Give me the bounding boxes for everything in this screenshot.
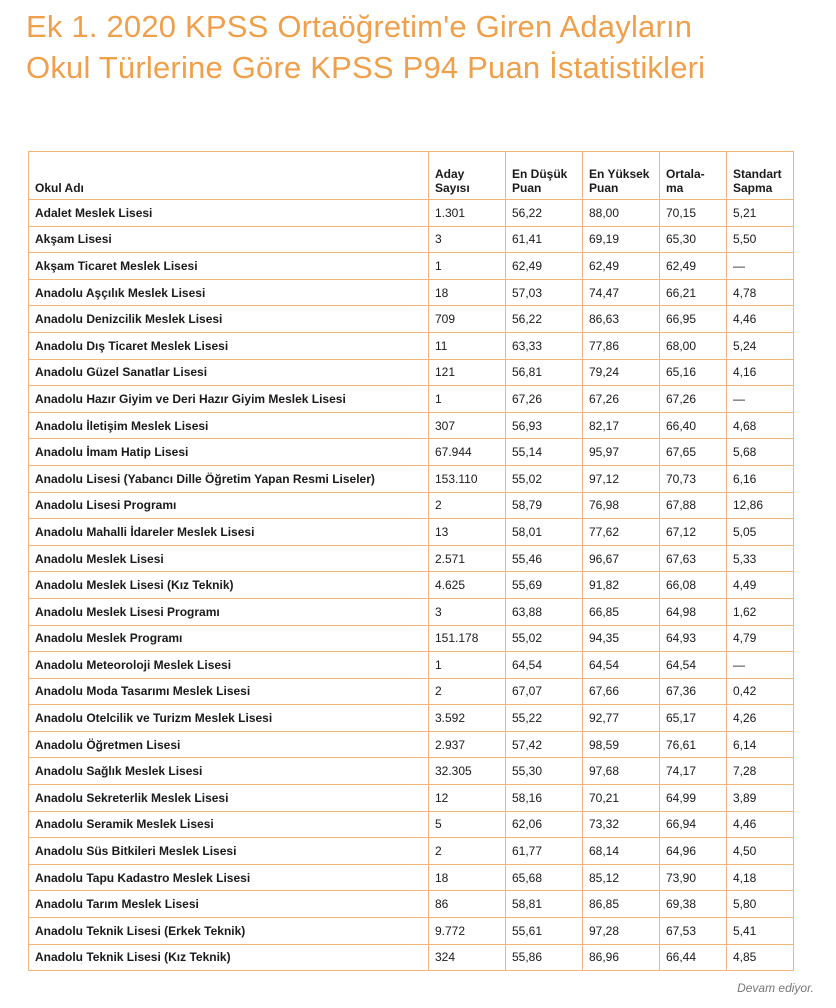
min-score-cell: 58,81: [506, 891, 583, 918]
table-row: [29, 200, 794, 227]
table-header: [29, 152, 794, 200]
school-name-cell: Anadolu Meslek Lisesi: [29, 545, 429, 572]
school-name-cell: Anadolu Sekreterlik Meslek Lisesi: [29, 785, 429, 812]
table-row: [29, 838, 794, 865]
mean-cell: 64,98: [660, 598, 727, 625]
school-name-cell: Anadolu Öğretmen Lisesi: [29, 731, 429, 758]
table-row: [29, 944, 794, 971]
mean-cell: 68,00: [660, 332, 727, 359]
max-score-cell: 94,35: [583, 625, 660, 652]
mean-cell: 76,61: [660, 731, 727, 758]
max-score-cell: 97,12: [583, 465, 660, 492]
min-score-cell: 56,81: [506, 359, 583, 386]
school-name-cell: Anadolu Meslek Lisesi (Kız Teknik): [29, 572, 429, 599]
school-name-header: [29, 152, 429, 200]
title-line-2: Okul Türlerine Göre KPSS P94 Puan İstatistikleri: [26, 50, 706, 85]
candidate-count-cell: 12: [429, 785, 506, 812]
min-score-cell: 58,16: [506, 785, 583, 812]
max-score-cell: 68,14: [583, 838, 660, 865]
table-row: [29, 731, 794, 758]
mean-cell: 64,54: [660, 652, 727, 679]
std-dev-cell: 4,18: [727, 864, 794, 891]
std-dev-cell: 12,86: [727, 492, 794, 519]
max-score-cell: 62,49: [583, 253, 660, 280]
table-row: [29, 465, 794, 492]
school-name-cell: Anadolu Denizcilik Meslek Lisesi: [29, 306, 429, 333]
header-text: En Yüksek: [589, 167, 650, 181]
candidate-count-cell: 153.110: [429, 465, 506, 492]
std-dev-cell: 1,62: [727, 598, 794, 625]
mean-cell: 67,88: [660, 492, 727, 519]
max-score-cell: 98,59: [583, 731, 660, 758]
min-score-cell: 62,49: [506, 253, 583, 280]
mean-cell: 67,26: [660, 386, 727, 413]
std-dev-cell: 5,33: [727, 545, 794, 572]
school-name-cell: Anadolu Mahalli İdareler Meslek Lisesi: [29, 519, 429, 546]
mean-cell: 62,49: [660, 253, 727, 280]
school-name-cell: Adalet Meslek Lisesi: [29, 200, 429, 227]
max-score-cell: 79,24: [583, 359, 660, 386]
school-name-cell: Anadolu İmam Hatip Lisesi: [29, 439, 429, 466]
table-row: [29, 412, 794, 439]
max-score-cell: 92,77: [583, 705, 660, 732]
std-dev-cell: 4,26: [727, 705, 794, 732]
table-row: [29, 492, 794, 519]
min-score-cell: 55,30: [506, 758, 583, 785]
max-score-cell: 97,28: [583, 918, 660, 945]
std-dev-cell: 4,85: [727, 944, 794, 971]
table-row: [29, 519, 794, 546]
max-score-cell: 88,00: [583, 200, 660, 227]
max-score-cell: 76,98: [583, 492, 660, 519]
candidate-count-cell: 1.301: [429, 200, 506, 227]
min-score-cell: 58,01: [506, 519, 583, 546]
min-score-cell: 55,61: [506, 918, 583, 945]
school-name-cell: Akşam Ticaret Meslek Lisesi: [29, 253, 429, 280]
min-score-cell: 56,22: [506, 200, 583, 227]
mean-cell: 67,53: [660, 918, 727, 945]
mean-cell: 69,38: [660, 891, 727, 918]
table-row: [29, 598, 794, 625]
candidate-count-cell: 121: [429, 359, 506, 386]
max-score-cell: 70,21: [583, 785, 660, 812]
std-dev-cell: —: [727, 386, 794, 413]
table-row: [29, 306, 794, 333]
header-text: Ortala-: [666, 167, 705, 181]
school-name-cell: Anadolu Tapu Kadastro Meslek Lisesi: [29, 864, 429, 891]
header-text: ma: [666, 181, 684, 195]
max-score-cell: 77,86: [583, 332, 660, 359]
std-dev-cell: 4,49: [727, 572, 794, 599]
mean-cell: 66,21: [660, 279, 727, 306]
max-score-cell: 91,82: [583, 572, 660, 599]
school-name-cell: Anadolu Güzel Sanatlar Lisesi: [29, 359, 429, 386]
candidate-count-cell: 18: [429, 279, 506, 306]
candidate-count-cell: 709: [429, 306, 506, 333]
table-row: [29, 253, 794, 280]
max-score-cell: 74,47: [583, 279, 660, 306]
min-score-cell: 55,02: [506, 465, 583, 492]
mean-header: [660, 152, 727, 200]
table-row: [29, 785, 794, 812]
header-row: [29, 152, 794, 200]
max-score-cell: 67,66: [583, 678, 660, 705]
mean-cell: 64,99: [660, 785, 727, 812]
min-score-cell: 65,68: [506, 864, 583, 891]
std-dev-cell: —: [727, 253, 794, 280]
candidate-count-cell: 324: [429, 944, 506, 971]
min-score-cell: 67,26: [506, 386, 583, 413]
mean-cell: 66,94: [660, 811, 727, 838]
mean-cell: 67,36: [660, 678, 727, 705]
candidate-count-cell: 9.772: [429, 918, 506, 945]
mean-cell: 67,65: [660, 439, 727, 466]
school-name-cell: Anadolu Lisesi Programı: [29, 492, 429, 519]
max-score-header: [583, 152, 660, 200]
school-name-cell: Anadolu Meslek Programı: [29, 625, 429, 652]
std-dev-cell: 5,05: [727, 519, 794, 546]
mean-cell: 67,12: [660, 519, 727, 546]
header-text: Standart: [733, 167, 782, 181]
std-dev-cell: 3,89: [727, 785, 794, 812]
mean-cell: 70,73: [660, 465, 727, 492]
candidate-count-cell: 5: [429, 811, 506, 838]
candidate-count-cell: 3: [429, 226, 506, 253]
candidate-count-cell: 86: [429, 891, 506, 918]
min-score-cell: 63,88: [506, 598, 583, 625]
candidate-count-header: [429, 152, 506, 200]
candidate-count-cell: 1: [429, 253, 506, 280]
school-name-cell: Anadolu Moda Tasarımı Meslek Lisesi: [29, 678, 429, 705]
min-score-cell: 56,93: [506, 412, 583, 439]
candidate-count-cell: 2: [429, 838, 506, 865]
std-dev-header: [727, 152, 794, 200]
min-score-cell: 63,33: [506, 332, 583, 359]
std-dev-cell: 5,21: [727, 200, 794, 227]
table-row: [29, 811, 794, 838]
candidate-count-cell: 67.944: [429, 439, 506, 466]
max-score-cell: 86,85: [583, 891, 660, 918]
table-row: [29, 572, 794, 599]
table-row: [29, 891, 794, 918]
continued-note: Devam ediyor.: [737, 981, 814, 995]
min-score-cell: 57,03: [506, 279, 583, 306]
min-score-cell: 61,77: [506, 838, 583, 865]
min-score-cell: 58,79: [506, 492, 583, 519]
std-dev-cell: 4,46: [727, 811, 794, 838]
header-text: Puan: [589, 181, 619, 195]
table-row: [29, 359, 794, 386]
table-body: [29, 200, 794, 971]
std-dev-cell: 4,78: [727, 279, 794, 306]
table-row: [29, 918, 794, 945]
mean-cell: 70,15: [660, 200, 727, 227]
school-name-cell: Anadolu Meslek Lisesi Programı: [29, 598, 429, 625]
header-text: Aday: [435, 167, 465, 181]
std-dev-cell: 4,16: [727, 359, 794, 386]
table-row: [29, 864, 794, 891]
mean-cell: 66,95: [660, 306, 727, 333]
max-score-cell: 77,62: [583, 519, 660, 546]
table-row: [29, 758, 794, 785]
max-score-cell: 96,67: [583, 545, 660, 572]
school-name-cell: Akşam Lisesi: [29, 226, 429, 253]
mean-cell: 65,17: [660, 705, 727, 732]
school-name-cell: Anadolu Süs Bitkileri Meslek Lisesi: [29, 838, 429, 865]
school-name-cell: Anadolu Seramik Meslek Lisesi: [29, 811, 429, 838]
candidate-count-cell: 2: [429, 492, 506, 519]
header-text: Sayısı: [435, 181, 470, 195]
min-score-cell: 55,02: [506, 625, 583, 652]
school-name-cell: Anadolu Sağlık Meslek Lisesi: [29, 758, 429, 785]
max-score-cell: 86,63: [583, 306, 660, 333]
max-score-cell: 73,32: [583, 811, 660, 838]
school-name-cell: Anadolu Hazır Giyim ve Deri Hazır Giyim Meslek Lisesi: [29, 386, 429, 413]
title-line-1: Ek 1. 2020 KPSS Ortaöğretim'e Giren Adayların: [26, 9, 693, 44]
std-dev-cell: 5,24: [727, 332, 794, 359]
table-row: [29, 439, 794, 466]
std-dev-cell: —: [727, 652, 794, 679]
mean-cell: 66,08: [660, 572, 727, 599]
candidate-count-cell: 2: [429, 678, 506, 705]
min-score-header: [506, 152, 583, 200]
min-score-cell: 55,46: [506, 545, 583, 572]
std-dev-cell: 4,79: [727, 625, 794, 652]
min-score-cell: 56,22: [506, 306, 583, 333]
school-name-cell: Anadolu Dış Ticaret Meslek Lisesi: [29, 332, 429, 359]
mean-cell: 66,40: [660, 412, 727, 439]
max-score-cell: 82,17: [583, 412, 660, 439]
min-score-cell: 67,07: [506, 678, 583, 705]
table-row: [29, 386, 794, 413]
candidate-count-cell: 151.178: [429, 625, 506, 652]
table-row: [29, 678, 794, 705]
std-dev-cell: 6,14: [727, 731, 794, 758]
table-row: [29, 279, 794, 306]
candidate-count-cell: 2.571: [429, 545, 506, 572]
min-score-cell: 55,14: [506, 439, 583, 466]
mean-cell: 64,93: [660, 625, 727, 652]
max-score-cell: 64,54: [583, 652, 660, 679]
mean-cell: 66,44: [660, 944, 727, 971]
mean-cell: 65,16: [660, 359, 727, 386]
header-text: En Düşük: [512, 167, 568, 181]
max-score-cell: 95,97: [583, 439, 660, 466]
table-row: [29, 652, 794, 679]
std-dev-cell: 5,41: [727, 918, 794, 945]
std-dev-cell: 5,80: [727, 891, 794, 918]
max-score-cell: 97,68: [583, 758, 660, 785]
candidate-count-cell: 13: [429, 519, 506, 546]
std-dev-cell: 4,50: [727, 838, 794, 865]
min-score-cell: 57,42: [506, 731, 583, 758]
page-title: [26, 6, 705, 88]
mean-cell: 67,63: [660, 545, 727, 572]
candidate-count-cell: 1: [429, 386, 506, 413]
header-text: Sapma: [733, 181, 773, 195]
candidate-count-cell: 1: [429, 652, 506, 679]
min-score-cell: 55,22: [506, 705, 583, 732]
candidate-count-cell: 2.937: [429, 731, 506, 758]
max-score-cell: 67,26: [583, 386, 660, 413]
header-text: Okul Adı: [35, 181, 84, 195]
school-name-cell: Anadolu Lisesi (Yabancı Dille Öğretim Yapan Resmi Liseler): [29, 465, 429, 492]
min-score-cell: 55,86: [506, 944, 583, 971]
max-score-cell: 85,12: [583, 864, 660, 891]
candidate-count-cell: 11: [429, 332, 506, 359]
school-name-cell: Anadolu Meteoroloji Meslek Lisesi: [29, 652, 429, 679]
candidate-count-cell: 18: [429, 864, 506, 891]
std-dev-cell: 6,16: [727, 465, 794, 492]
table-row: [29, 625, 794, 652]
min-score-cell: 55,69: [506, 572, 583, 599]
table-row: [29, 545, 794, 572]
header-text: Puan: [512, 181, 542, 195]
std-dev-cell: 4,68: [727, 412, 794, 439]
std-dev-cell: 5,68: [727, 439, 794, 466]
min-score-cell: 64,54: [506, 652, 583, 679]
mean-cell: 65,30: [660, 226, 727, 253]
max-score-cell: 66,85: [583, 598, 660, 625]
table-row: [29, 332, 794, 359]
school-name-cell: Anadolu Teknik Lisesi (Kız Teknik): [29, 944, 429, 971]
table-row: [29, 226, 794, 253]
candidate-count-cell: 4.625: [429, 572, 506, 599]
candidate-count-cell: 307: [429, 412, 506, 439]
school-name-cell: Anadolu Teknik Lisesi (Erkek Teknik): [29, 918, 429, 945]
candidate-count-cell: 32.305: [429, 758, 506, 785]
std-dev-cell: 5,50: [727, 226, 794, 253]
school-name-cell: Anadolu Tarım Meslek Lisesi: [29, 891, 429, 918]
std-dev-cell: 0,42: [727, 678, 794, 705]
school-name-cell: Anadolu Otelcilik ve Turizm Meslek Lisesi: [29, 705, 429, 732]
school-name-cell: Anadolu Aşçılık Meslek Lisesi: [29, 279, 429, 306]
min-score-cell: 61,41: [506, 226, 583, 253]
min-score-cell: 62,06: [506, 811, 583, 838]
table-row: [29, 705, 794, 732]
max-score-cell: 86,96: [583, 944, 660, 971]
candidate-count-cell: 3: [429, 598, 506, 625]
mean-cell: 73,90: [660, 864, 727, 891]
statistics-table: [28, 151, 794, 971]
max-score-cell: 69,19: [583, 226, 660, 253]
std-dev-cell: 4,46: [727, 306, 794, 333]
mean-cell: 64,96: [660, 838, 727, 865]
school-name-cell: Anadolu İletişim Meslek Lisesi: [29, 412, 429, 439]
mean-cell: 74,17: [660, 758, 727, 785]
candidate-count-cell: 3.592: [429, 705, 506, 732]
std-dev-cell: 7,28: [727, 758, 794, 785]
